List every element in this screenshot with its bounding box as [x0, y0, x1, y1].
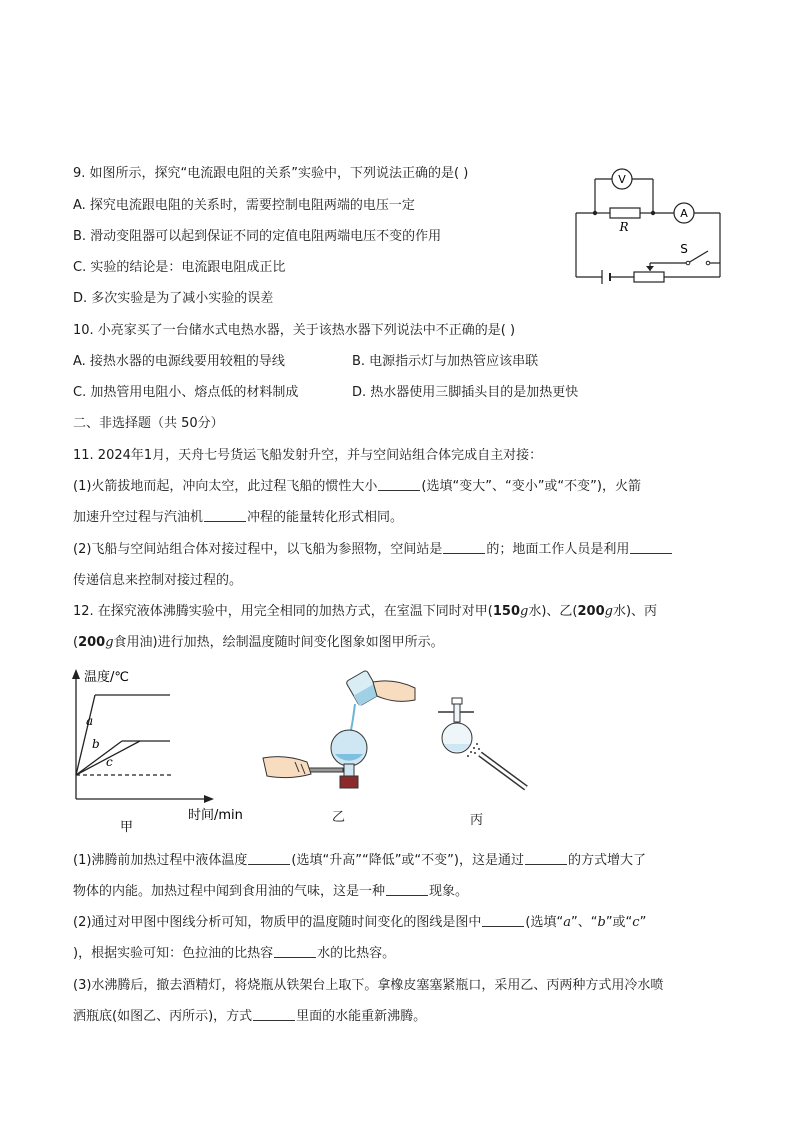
graph-caption: 甲 — [120, 820, 134, 835]
q9-option-d: D. 多次实验是为了减小实验的误差 — [73, 291, 274, 306]
answer-blank[interactable] — [204, 509, 246, 522]
curve-b-label: b — [92, 737, 100, 751]
switch-label: S — [680, 242, 688, 256]
q11-part2-line2: 传递信息来控制对接过程的。 — [73, 573, 243, 588]
q12-stem-line2: (200g食用油)进行加热，绘制温度随时间变化图象如图甲所示。 — [73, 635, 444, 650]
q11-part1-line1: (1)火箭拔地而起，冲向太空，此过程飞船的惯性大小 (选填“变大”、“变小”或“不变”)，火箭 — [73, 479, 641, 494]
answer-blank[interactable] — [248, 852, 290, 865]
resistor-symbol — [610, 208, 640, 218]
q9-circuit-diagram — [570, 165, 730, 287]
answer-blank[interactable] — [253, 1008, 295, 1021]
q9-option-a: A. 探究电流跟电阻的关系时，需要控制电阻两端的电压一定 — [73, 198, 415, 213]
ammeter-label: A — [680, 207, 688, 220]
q10-option-d: D. 热水器使用三脚插头目的是加热更快 — [352, 385, 579, 400]
q11-part2-line1: (2)飞船与空间站组合体对接过程中，以飞船为参照物，空间站是 的；地面工作人员是利用 — [73, 541, 673, 559]
q12-part3-line1: (3)水沸腾后，撤去酒精灯，将烧瓶从铁架台上取下。拿橡皮塞塞紧瓶口，采用乙、丙两种方式用冷水喷 — [73, 978, 664, 993]
figure-bing-caption: 丙 — [470, 813, 484, 828]
figure-bing-illustration — [430, 690, 540, 800]
q9-stem: 9. 如图所示，探究“电流跟电阻的关系”实验中，下列说法正确的是( ) — [73, 166, 469, 181]
q10-option-c: C. 加热管用电阻小、熔点低的材料制成 — [73, 385, 299, 400]
q10-stem: 10. 小亮家买了一台储水式电热水器，关于该热水器下列说法中不正确的是( ) — [73, 323, 516, 338]
q9-option-b: B. 滑动变阻器可以起到保证不同的定值电阻两端电压不变的作用 — [73, 229, 442, 244]
q12-part1-line2: 物体的内能。加热过程中闻到食用油的气味，这是一种 现象。 — [73, 884, 469, 899]
water-stream — [351, 704, 355, 730]
rheostat-symbol — [634, 272, 664, 282]
q11-part1-line2: 加速升空过程与汽油机 冲程的能量转化形式相同。 — [73, 510, 404, 525]
answer-blank[interactable] — [386, 883, 428, 896]
answer-blank[interactable] — [525, 852, 567, 865]
answer-blank[interactable] — [274, 945, 316, 958]
answer-blank[interactable] — [630, 541, 672, 554]
voltmeter-label: V — [618, 173, 626, 186]
answer-blank[interactable] — [378, 478, 420, 491]
q12-part2-line1: (2)通过对甲图中图线分析可知，物质甲的温度随时间变化的图线是图中 (选填“a”、“b”或“c” — [73, 915, 647, 930]
figure-yi-illustration — [255, 670, 425, 800]
curve-c-label: c — [106, 755, 113, 769]
q12-part1-line1: (1)沸腾前加热过程中液体温度 (选填“升高”“降低”或“不变”)，这是通过 的方式增大了 — [73, 853, 646, 868]
figure-yi-caption: 乙 — [332, 810, 346, 825]
q11-stem: 11. 2024年1月，天舟七号货运飞船发射升空，并与空间站组合体完成自主对接： — [73, 448, 543, 463]
temperature-time-graph — [60, 665, 260, 840]
section-title: 二、非选择题（共 50分） — [73, 416, 224, 431]
q12-stem-line1: 12. 在探究液体沸腾实验中，用完全相同的加热方式，在室温下同时对甲(150g水)、乙(200g水)、丙 — [73, 604, 658, 619]
y-axis-label: 温度/℃ — [84, 670, 129, 685]
hand-pouring — [373, 681, 415, 701]
switch-symbol — [688, 251, 708, 263]
q10-option-a: A. 接热水器的电源线要用较粗的导线 — [73, 354, 285, 369]
x-axis-label: 时间/min — [188, 808, 243, 823]
curve-a-label: a — [86, 714, 94, 728]
hand-holding — [263, 757, 311, 778]
q9-option-c: C. 实验的结论是：电流跟电阻成正比 — [73, 260, 286, 275]
q12-part3-line2: 洒瓶底(如图乙、丙所示)，方式 里面的水能重新沸腾。 — [73, 1009, 427, 1024]
resistor-label: R — [619, 220, 629, 234]
answer-blank[interactable] — [482, 914, 524, 927]
answer-blank[interactable] — [443, 541, 485, 554]
rubber-stopper — [340, 776, 358, 788]
q10-option-b: B. 电源指示灯与加热管应该串联 — [352, 354, 539, 369]
q12-part2-line2: )，根据实验可知：色拉油的比热容 水的比热容。 — [73, 946, 396, 961]
